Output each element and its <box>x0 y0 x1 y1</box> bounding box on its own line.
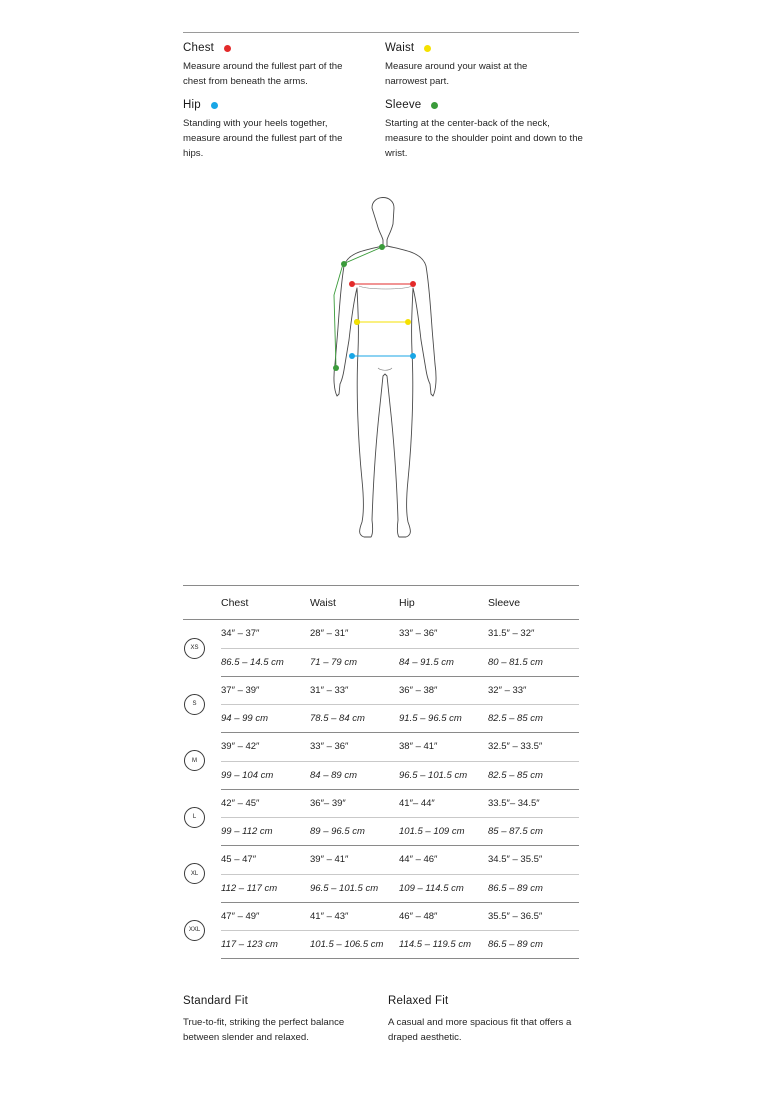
sleeve-neck-point <box>379 244 385 250</box>
sleeve-column-header: Sleeve <box>488 586 579 620</box>
standard-fit-title: Standard Fit <box>183 995 249 1007</box>
table-row-xs-inches <box>183 620 579 649</box>
chest-contour <box>359 286 412 289</box>
chest-cm: 94 – 99 cm <box>221 705 310 733</box>
top-divider <box>183 32 579 33</box>
hip-cm: 96.5 – 101.5 cm <box>399 761 488 789</box>
waist-inches: 33″ – 36″ <box>310 733 399 762</box>
chest-cm: 86.5 – 14.5 cm <box>221 648 310 676</box>
sleeve-cm: 82.5 – 85 cm <box>488 705 579 733</box>
chest-right-point <box>410 281 416 287</box>
waist-cm: 78.5 – 84 cm <box>310 705 399 733</box>
groin-line <box>378 368 392 370</box>
table-row-s-inches <box>183 676 579 705</box>
chest-inches: 47″ – 49″ <box>221 902 310 931</box>
sleeve-shoulder-point <box>341 261 347 267</box>
size-cell <box>183 846 221 903</box>
waist-description: Measure around your waist at the narrowest part. <box>385 61 528 87</box>
sleeve-description: Starting at the center-back of the neck, measure to the shoulder point and down to the wrist. <box>385 118 583 159</box>
waist-cm: 84 – 89 cm <box>310 761 399 789</box>
size-cell <box>183 620 221 677</box>
sleeve-cm: 85 – 87.5 cm <box>488 818 579 846</box>
size-cell <box>183 676 221 733</box>
hip-cm: 109 – 114.5 cm <box>399 874 488 902</box>
hip-cm: 84 – 91.5 cm <box>399 648 488 676</box>
chest-inches: 37″ – 39″ <box>221 676 310 705</box>
waist-right-point <box>405 319 411 325</box>
relaxed-fit-section <box>388 995 583 1045</box>
waist-title: Waist <box>385 42 415 54</box>
table-row-l-cm <box>183 818 579 846</box>
waist-cm: 89 – 96.5 cm <box>310 818 399 846</box>
table-row-xxl-cm <box>183 931 579 959</box>
hip-inches: 36″ – 38″ <box>399 676 488 705</box>
sleeve-inches: 35.5″ – 36.5″ <box>488 902 579 931</box>
standard-fit-section <box>183 995 378 1045</box>
chest-inches: 42″ – 45″ <box>221 789 310 818</box>
chest-inches: 34″ – 37″ <box>221 620 310 649</box>
sleeve-inches: 31.5″ – 32″ <box>488 620 579 649</box>
sleeve-inches: 32.5″ – 33.5″ <box>488 733 579 762</box>
hip-left-point <box>349 353 355 359</box>
waist-inches: 41″ – 43″ <box>310 902 399 931</box>
size-column-header <box>183 586 221 620</box>
chest-cm: 99 – 104 cm <box>221 761 310 789</box>
size-badge-xs: XS <box>184 638 205 659</box>
size-badge-m: M <box>184 750 205 771</box>
chest-title: Chest <box>183 42 215 54</box>
size-chart-table <box>183 585 579 959</box>
sleeve-dot-icon <box>431 102 438 109</box>
size-badge-l: L <box>184 807 205 828</box>
relaxed-fit-title: Relaxed Fit <box>388 995 449 1007</box>
standard-fit-description: True-to-fit, striking the perfect balance between slender and relaxed. <box>183 1017 345 1043</box>
table-row-xs-cm <box>183 648 579 676</box>
table-row-xxl-inches <box>183 902 579 931</box>
hip-inches: 44″ – 46″ <box>399 846 488 875</box>
chest-dot-icon <box>224 45 231 52</box>
chest-cm: 99 – 112 cm <box>221 818 310 846</box>
hip-dot-icon <box>211 102 218 109</box>
table-header-row <box>183 586 579 620</box>
sleeve-cm: 80 – 81.5 cm <box>488 648 579 676</box>
body-measurement-figure <box>320 190 450 550</box>
size-badge-s: S <box>184 694 205 715</box>
hip-column-header: Hip <box>399 586 488 620</box>
waist-cm: 71 – 79 cm <box>310 648 399 676</box>
table-row-xl-cm <box>183 874 579 902</box>
table-row-s-cm <box>183 705 579 733</box>
chest-description: Measure around the fullest part of the chest from beneath the arms. <box>183 61 343 87</box>
size-badge-xl: XL <box>184 863 205 884</box>
relaxed-fit-description: A casual and more spacious fit that offers a draped aesthetic. <box>388 1017 572 1043</box>
chest-inches: 39″ – 42″ <box>221 733 310 762</box>
waist-cm: 101.5 – 106.5 cm <box>310 931 399 959</box>
hip-inches: 33″ – 36″ <box>399 620 488 649</box>
hip-inches: 41″– 44″ <box>399 789 488 818</box>
sleeve-title: Sleeve <box>385 99 422 111</box>
hip-description: Standing with your heels together, measure around the fullest part of the hips. <box>183 118 343 159</box>
hip-guide <box>183 97 383 161</box>
chest-left-point <box>349 281 355 287</box>
hip-inches: 46″ – 48″ <box>399 902 488 931</box>
chest-cm: 112 – 117 cm <box>221 874 310 902</box>
waist-inches: 31″ – 33″ <box>310 676 399 705</box>
waist-guide <box>385 40 585 89</box>
sleeve-cm: 86.5 – 89 cm <box>488 931 579 959</box>
sleeve-guide <box>385 97 585 161</box>
waist-inches: 39″ – 41″ <box>310 846 399 875</box>
waist-inches: 28″ – 31″ <box>310 620 399 649</box>
sleeve-inches: 32″ – 33″ <box>488 676 579 705</box>
sleeve-inches: 33.5″– 34.5″ <box>488 789 579 818</box>
hip-cm: 101.5 – 109 cm <box>399 818 488 846</box>
chest-guide <box>183 40 383 89</box>
size-cell <box>183 789 221 846</box>
hip-cm: 91.5 – 96.5 cm <box>399 705 488 733</box>
waist-inches: 36″– 39″ <box>310 789 399 818</box>
sleeve-wrist-point <box>333 365 339 371</box>
sleeve-cm: 82.5 – 85 cm <box>488 761 579 789</box>
chest-cm: 117 – 123 cm <box>221 931 310 959</box>
hip-right-point <box>410 353 416 359</box>
size-cell <box>183 902 221 959</box>
hip-title: Hip <box>183 99 201 111</box>
table-row-l-inches <box>183 789 579 818</box>
waist-dot-icon <box>424 45 431 52</box>
sleeve-cm: 86.5 – 89 cm <box>488 874 579 902</box>
table-row-m-cm <box>183 761 579 789</box>
size-badge-xxl: XXL <box>184 920 205 941</box>
hip-inches: 38″ – 41″ <box>399 733 488 762</box>
chest-column-header: Chest <box>221 586 310 620</box>
hip-cm: 114.5 – 119.5 cm <box>399 931 488 959</box>
sleeve-inches: 34.5″ – 35.5″ <box>488 846 579 875</box>
waist-column-header: Waist <box>310 586 399 620</box>
table-row-m-inches <box>183 733 579 762</box>
table-row-xl-inches <box>183 846 579 875</box>
body-outline <box>334 198 436 538</box>
size-cell <box>183 733 221 790</box>
chest-inches: 45 – 47″ <box>221 846 310 875</box>
waist-cm: 96.5 – 101.5 cm <box>310 874 399 902</box>
waist-left-point <box>354 319 360 325</box>
